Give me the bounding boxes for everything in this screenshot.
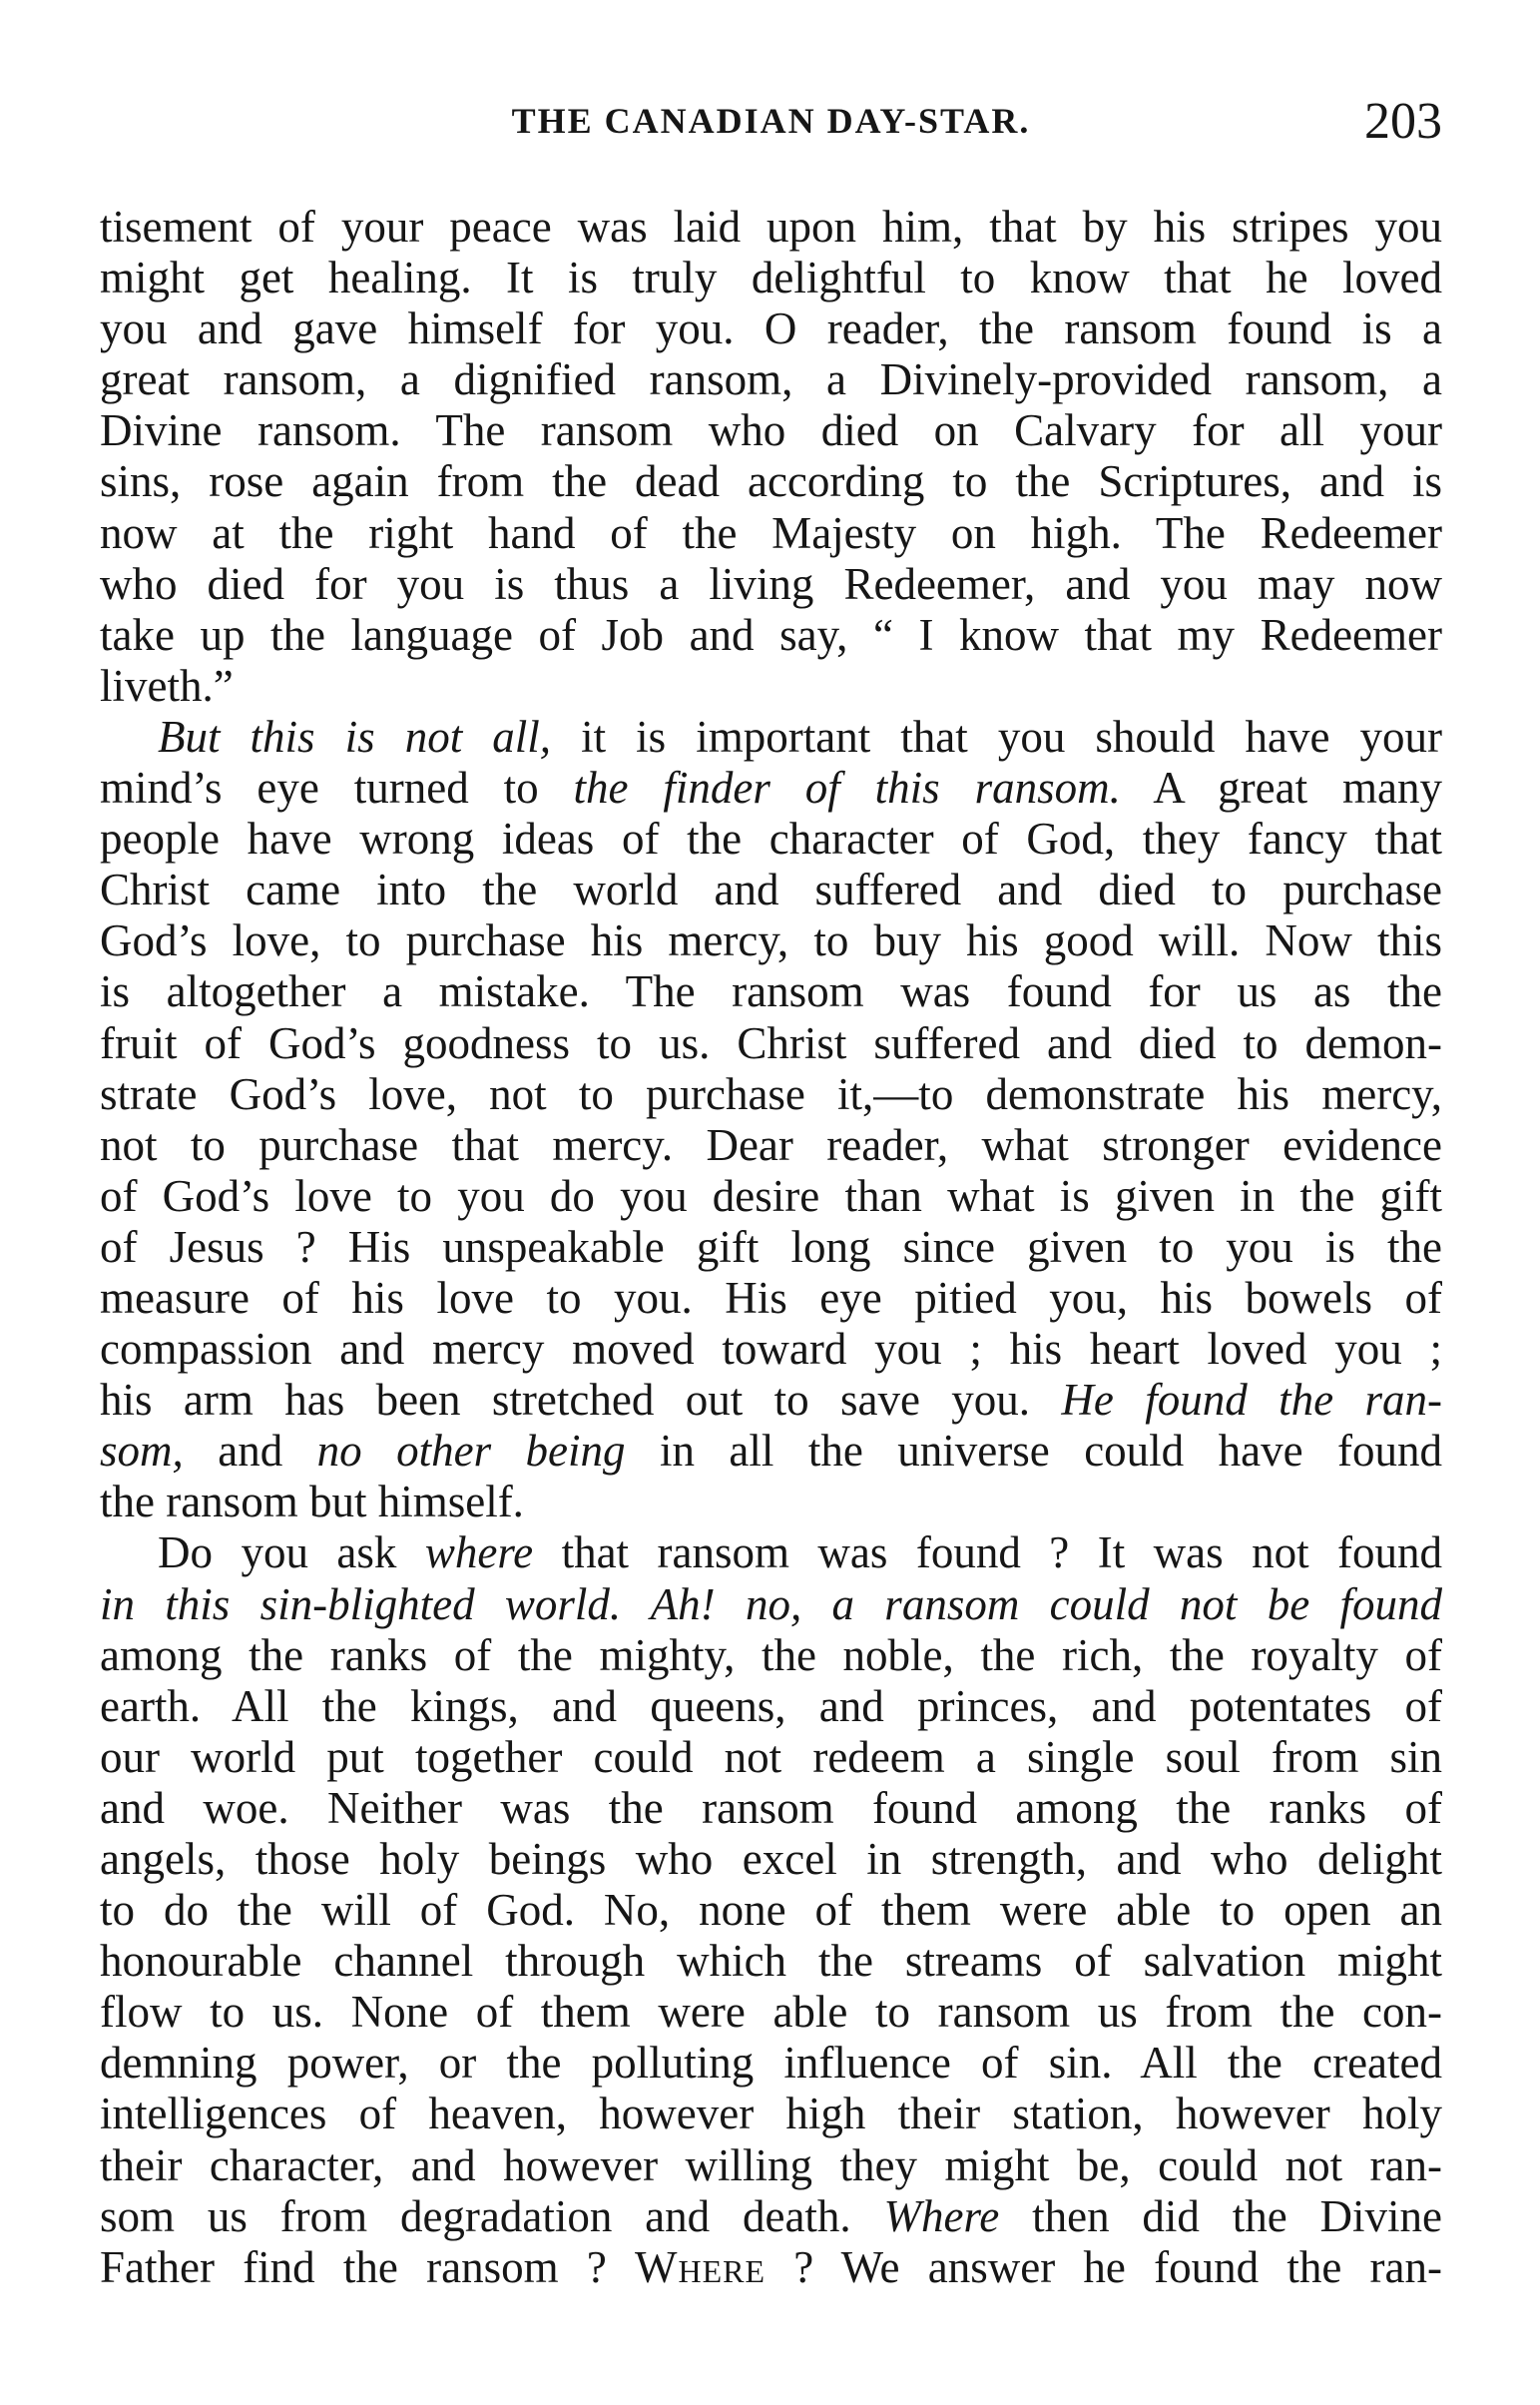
small-caps-run: Where	[635, 2241, 767, 2292]
body-text	[100, 202, 1442, 2293]
text-line	[100, 2089, 1442, 2139]
running-title: THE CANADIAN DAY-STAR.	[511, 101, 1031, 141]
text-line	[100, 1527, 1442, 1578]
italic-run: no other being	[316, 1426, 626, 1477]
text-line	[100, 253, 1442, 303]
italic-run: But this is not all,	[158, 711, 552, 762]
text-run: our world put together could not redeem a single soul from sin	[100, 1731, 1442, 1782]
text-run: in all the universe could have found	[625, 1426, 1442, 1477]
text-line	[100, 2140, 1442, 2191]
text-run: and	[183, 1426, 317, 1477]
text-line	[100, 1324, 1442, 1375]
text-run: people have wrong ideas of the character of God, they fancy that	[100, 814, 1442, 865]
text-line	[100, 915, 1442, 966]
text-line	[100, 1834, 1442, 1885]
text-line	[100, 610, 1442, 661]
running-head	[100, 92, 1442, 152]
text-line	[100, 303, 1442, 354]
italic-run: He found the ran-	[1061, 1375, 1442, 1426]
text-run: of Jesus ? His unspeakable gift long since given to you is the	[100, 1221, 1442, 1272]
text-run: now at the right hand of the Majesty on high. The Redeemer	[100, 507, 1442, 558]
text-run: is altogether a mistake. The ransom was found for us as the	[100, 966, 1442, 1017]
text-run: fruit of God’s goodness to us. Christ suffered and died to demon-	[100, 1017, 1442, 1068]
text-line	[100, 1171, 1442, 1222]
text-line	[100, 865, 1442, 915]
text-line	[100, 1120, 1442, 1171]
text-line	[100, 1732, 1442, 1783]
page-number: 203	[1364, 93, 1442, 150]
text-run: it is important that you should have your	[551, 711, 1442, 762]
text-run: demning power, or the polluting influence of sin. All the created	[100, 2038, 1442, 2089]
italic-run: the finder of this ransom.	[573, 763, 1121, 814]
text-run: Father find the ransom ?	[100, 2241, 636, 2292]
text-run: among the ranks of the mighty, the noble, the rich, the royalty of	[100, 1629, 1442, 1680]
text-run: of God’s love to you do you desire than what is given in the gift	[100, 1170, 1442, 1221]
text-run: their character, and however willing they might be, could not ran-	[100, 2139, 1442, 2190]
italic-run: som,	[100, 1426, 184, 1477]
text-line	[100, 1579, 1442, 1630]
text-line	[100, 1426, 1442, 1477]
text-line	[100, 354, 1442, 405]
text-line	[100, 1375, 1442, 1426]
text-line	[100, 814, 1442, 865]
text-run: great ransom, a dignified ransom, a Divinely-provided ransom, a	[100, 354, 1442, 405]
text-line	[100, 1783, 1442, 1834]
text-line	[100, 1936, 1442, 1987]
text-line	[100, 712, 1442, 763]
text-line	[100, 1477, 1442, 1527]
text-run: take up the language of Job and say, “ I know that my Redeemer	[100, 609, 1442, 660]
text-line	[100, 1018, 1442, 1069]
text-run: som us from degradation and death.	[100, 2190, 884, 2241]
text-line	[100, 2191, 1442, 2242]
text-line	[100, 661, 1442, 712]
italic-run: in this sin-blighted world. Ah! no, a ransom could not be found	[100, 1578, 1442, 1629]
text-line	[100, 202, 1442, 253]
text-run: earth. All the kings, and queens, and princes, and potentates of	[100, 1680, 1442, 1731]
text-line	[100, 2038, 1442, 2089]
text-line	[100, 1273, 1442, 1324]
text-run: the ransom but himself.	[100, 1477, 524, 1527]
text-run: Divine ransom. The ransom who died on Calvary for all your	[100, 405, 1442, 456]
text-line	[100, 2242, 1442, 2293]
text-run: not to purchase that mercy. Dear reader, what stronger evidence	[100, 1119, 1442, 1170]
text-line	[100, 405, 1442, 456]
text-run: tisement of your peace was laid upon him, that by his stripes you	[100, 202, 1442, 252]
text-run: Christ came into the world and suffered and died to purchase	[100, 865, 1442, 915]
text-line	[100, 1885, 1442, 1936]
text-run: you and gave himself for you. O reader, the ransom found is a	[100, 303, 1442, 354]
text-run: that ransom was found ? It was not found	[533, 1527, 1442, 1578]
text-run: strate God’s love, not to purchase it,—to demonstrate his mercy,	[100, 1068, 1442, 1119]
text-line	[100, 1630, 1442, 1681]
text-line	[100, 456, 1442, 507]
text-run: ? We answer he found the ran-	[766, 2241, 1442, 2292]
text-run: who died for you is thus a living Redeemer, and you may now	[100, 558, 1442, 609]
text-run: might get healing. It is truly delightful to know that he loved	[100, 253, 1442, 303]
text-run: mind’s eye turned to	[100, 763, 574, 814]
text-run: measure of his love to you. His eye pitied you, his bowels of	[100, 1272, 1442, 1323]
text-run: A great many	[1120, 763, 1442, 814]
text-run: compassion and mercy moved toward you ; his heart loved you ;	[100, 1324, 1442, 1375]
text-run: honourable channel through which the streams of salvation might	[100, 1936, 1442, 1987]
text-run: liveth.”	[100, 660, 234, 711]
text-run: and woe. Neither was the ransom found among the ranks of	[100, 1782, 1442, 1833]
text-run: Do you ask	[158, 1527, 425, 1578]
text-line	[100, 763, 1442, 814]
text-run: intelligences of heaven, however high their station, however holy	[100, 2089, 1442, 2139]
text-line	[100, 508, 1442, 559]
text-line	[100, 1681, 1442, 1732]
text-line	[100, 1222, 1442, 1273]
text-run: angels, those holy beings who excel in strength, and who delight	[100, 1834, 1442, 1884]
text-run: sins, rose again from the dead according to the Scriptures, and is	[100, 456, 1442, 507]
italic-run: where	[424, 1527, 534, 1578]
text-line	[100, 559, 1442, 610]
italic-run: Where	[883, 2190, 1000, 2241]
text-run: God’s love, to purchase his mercy, to buy his good will. Now this	[100, 915, 1442, 966]
text-run: then did the Divine	[999, 2190, 1442, 2241]
text-line	[100, 966, 1442, 1017]
text-run: his arm has been stretched out to save you.	[100, 1375, 1062, 1426]
text-run: flow to us. None of them were able to ransom us from the con-	[100, 1987, 1442, 2038]
text-line	[100, 1987, 1442, 2038]
text-line	[100, 1069, 1442, 1120]
text-run: to do the will of God. No, none of them were able to open an	[100, 1885, 1442, 1936]
